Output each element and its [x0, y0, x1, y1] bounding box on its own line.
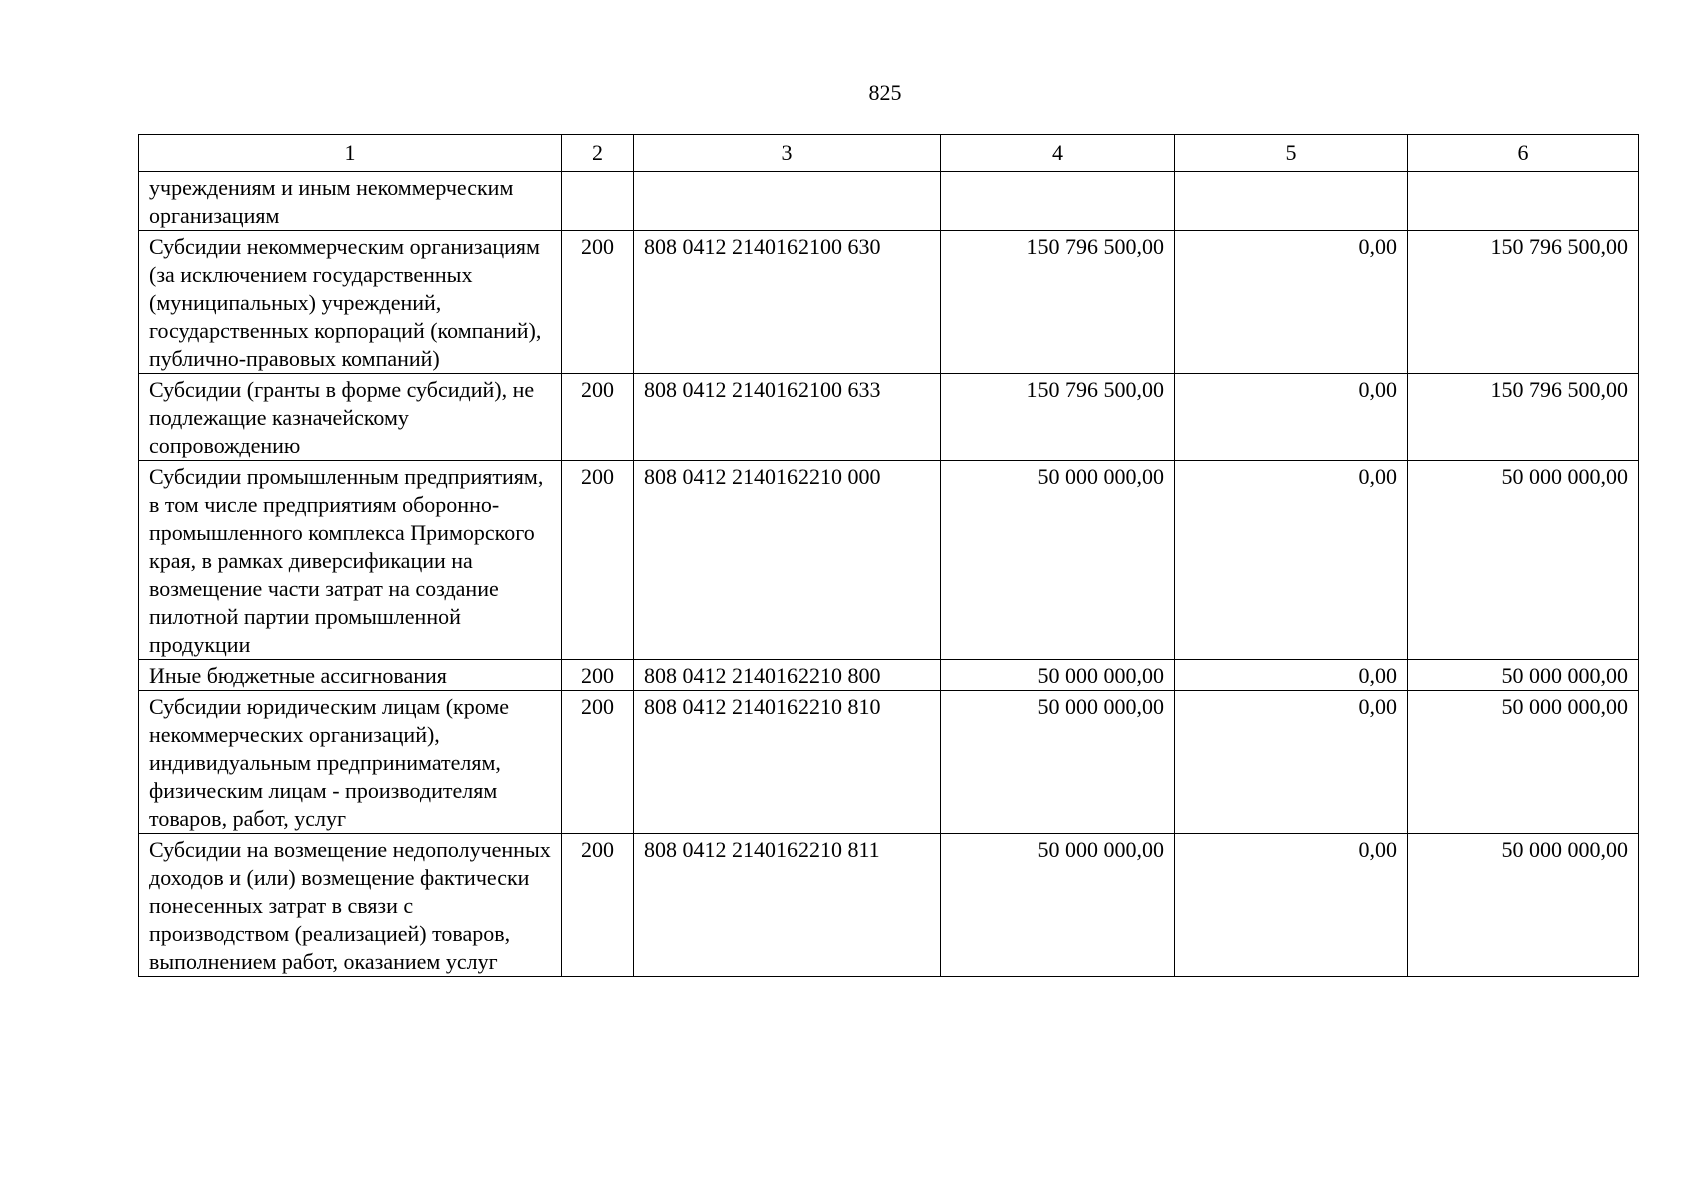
column-header-5: 5	[1175, 135, 1408, 172]
row-name: Субсидии юридическим лицам (кроме некоммерческих организаций), индивидуальным предпринимателям, физическим лицам - производителям товаров, работ, услуг	[139, 691, 562, 834]
table-header-row	[139, 135, 1639, 172]
row-code: 200	[562, 461, 634, 660]
table-row	[139, 834, 1639, 977]
row-change: 0,00	[1175, 834, 1408, 977]
row-total: 50 000 000,00	[1408, 834, 1639, 977]
row-change: 0,00	[1175, 461, 1408, 660]
row-kbk: 808 0412 2140162210 800	[634, 660, 941, 691]
row-kbk: 808 0412 2140162100 633	[634, 374, 941, 461]
column-header-6: 6	[1408, 135, 1639, 172]
row-change: 0,00	[1175, 691, 1408, 834]
row-kbk	[634, 172, 941, 231]
row-total: 150 796 500,00	[1408, 374, 1639, 461]
table-row	[139, 461, 1639, 660]
row-total: 50 000 000,00	[1408, 461, 1639, 660]
column-header-2: 2	[562, 135, 634, 172]
row-code	[562, 172, 634, 231]
row-total: 50 000 000,00	[1408, 691, 1639, 834]
row-amount: 50 000 000,00	[941, 834, 1175, 977]
row-amount: 50 000 000,00	[941, 660, 1175, 691]
row-total: 150 796 500,00	[1408, 231, 1639, 374]
column-header-3: 3	[634, 135, 941, 172]
row-change: 0,00	[1175, 374, 1408, 461]
row-code: 200	[562, 231, 634, 374]
page-number: 825	[868, 80, 902, 105]
row-name: Субсидии некоммерческим организациям (за исключением государственных (муниципальных) учреждений, государственных корпораций (компаний), публично-правовых компаний)	[139, 231, 562, 374]
row-name: Иные бюджетные ассигнования	[139, 660, 562, 691]
column-header-1: 1	[139, 135, 562, 172]
row-amount: 50 000 000,00	[941, 691, 1175, 834]
row-total: 50 000 000,00	[1408, 660, 1639, 691]
row-kbk: 808 0412 2140162210 810	[634, 691, 941, 834]
row-code: 200	[562, 660, 634, 691]
row-name: учреждениям и иным некоммерческим организациям	[139, 172, 562, 231]
table-row	[139, 172, 1639, 231]
table-row	[139, 231, 1639, 374]
row-name: Субсидии на возмещение недополученных доходов и (или) возмещение фактически понесенных затрат в связи с производством (реализацией) товаров, выполнением работ, оказанием услуг	[139, 834, 562, 977]
row-kbk: 808 0412 2140162210 000	[634, 461, 941, 660]
row-code: 200	[562, 374, 634, 461]
row-change: 0,00	[1175, 660, 1408, 691]
row-amount: 150 796 500,00	[941, 374, 1175, 461]
table-row	[139, 374, 1639, 461]
row-change	[1175, 172, 1408, 231]
row-code: 200	[562, 691, 634, 834]
row-name: Субсидии (гранты в форме субсидий), не подлежащие казначейскому сопровождению	[139, 374, 562, 461]
column-header-4: 4	[941, 135, 1175, 172]
row-kbk: 808 0412 2140162210 811	[634, 834, 941, 977]
row-code: 200	[562, 834, 634, 977]
row-kbk: 808 0412 2140162100 630	[634, 231, 941, 374]
table-row	[139, 691, 1639, 834]
budget-table	[138, 134, 1639, 977]
row-amount: 150 796 500,00	[941, 231, 1175, 374]
row-total	[1408, 172, 1639, 231]
row-amount: 50 000 000,00	[941, 461, 1175, 660]
row-change: 0,00	[1175, 231, 1408, 374]
row-name: Субсидии промышленным предприятиям, в том числе предприятиям оборонно-промышленного комплекса Приморского края, в рамках диверсификации на возмещение части затрат на создание пилотной партии промышленной продукции	[139, 461, 562, 660]
table-row	[139, 660, 1639, 691]
row-amount	[941, 172, 1175, 231]
